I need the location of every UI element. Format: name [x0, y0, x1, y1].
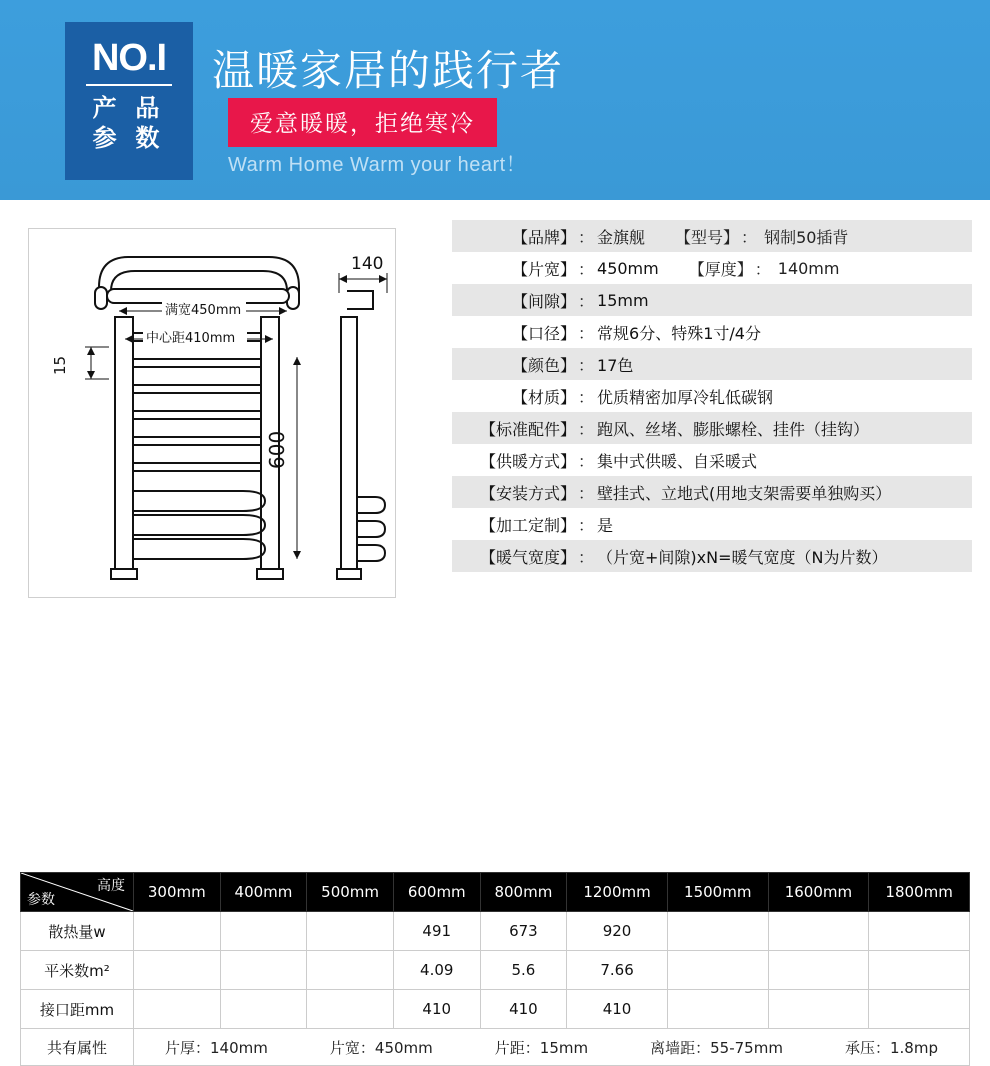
spec-colon: ： [754, 261, 771, 279]
table-cell: 410 [567, 990, 668, 1029]
spec-colon: ： [578, 389, 595, 407]
spec-row-width [452, 252, 972, 284]
table-cell: 5.6 [480, 951, 567, 990]
table-col-1500: 1500mm [667, 873, 768, 912]
spec-label-total-width: 【暖气宽度】 [479, 547, 576, 567]
table-row [21, 912, 970, 951]
table-cell [220, 912, 307, 951]
table-cell [134, 951, 221, 990]
common-thickness: 片厚：140mm [165, 1038, 268, 1057]
spec-label-thickness: 【厚度】 [688, 259, 753, 279]
spec-label-model: 【型号】 [675, 227, 740, 247]
spec-label-heating-mode: 【供暖方式】 [479, 451, 576, 471]
table-col-1600: 1600mm [768, 873, 869, 912]
spec-table-wrap [20, 872, 970, 1066]
spec-value-customization: 是 [597, 515, 614, 535]
spec-value-brand: 金旗舰 [597, 227, 646, 247]
no1-badge-line1: 产 品 [92, 95, 166, 122]
table-rowhead-heat-output: 散热量w [21, 912, 134, 951]
spec-label-customization: 【加工定制】 [479, 515, 576, 535]
spec-value-installation: 壁挂式、立地式(用地支架需要单独购买） [597, 483, 892, 503]
spec-list [452, 220, 972, 572]
banner-slogan-pill: 爱意暖暖，拒绝寒冷 [228, 98, 497, 147]
table-col-400: 400mm [220, 873, 307, 912]
table-cell [307, 990, 394, 1029]
table-cell [869, 951, 970, 990]
spec-row-installation [452, 476, 972, 508]
spec-colon: ： [578, 293, 595, 311]
drawing-full-width-label: 满宽450mm [165, 303, 242, 318]
table-col-800: 800mm [480, 873, 567, 912]
spec-row-heating-mode [452, 444, 972, 476]
table-cell [667, 951, 768, 990]
spec-row-gap [452, 284, 972, 316]
table-cell [667, 990, 768, 1029]
table-col-1800: 1800mm [869, 873, 970, 912]
table-cell [307, 951, 394, 990]
spec-value-color: 17色 [597, 355, 634, 375]
drawing-center-distance-label: 中心距410mm [146, 331, 236, 346]
spec-label-accessories: 【标准配件】 [479, 419, 576, 439]
spec-value-accessories: 跑风、丝堵、膨胀螺栓、挂件（挂钩） [597, 419, 870, 439]
table-cell [768, 951, 869, 990]
spec-row-color [452, 348, 972, 380]
table-col-1200: 1200mm [567, 873, 668, 912]
table-cell: 491 [393, 912, 480, 951]
spec-colon: ： [578, 357, 595, 375]
product-drawing [28, 228, 396, 598]
table-corner-header [21, 873, 134, 912]
spec-value-total-width: （片宽+间隙)xN=暖气宽度（N为片数） [597, 547, 888, 567]
table-cell: 410 [480, 990, 567, 1029]
spec-table-head [21, 873, 970, 912]
table-cell: 920 [567, 912, 668, 951]
product-drawing-svg [29, 229, 395, 597]
spec-row-material [452, 380, 972, 412]
spec-colon: ： [578, 229, 595, 247]
spec-table [20, 872, 970, 1066]
table-cell [869, 912, 970, 951]
header-banner [0, 0, 990, 200]
common-pressure: 承压：1.8mp [844, 1038, 938, 1057]
common-wall-distance: 离墙距：55-75mm [650, 1038, 783, 1057]
spec-colon: ： [741, 229, 758, 247]
table-header-row [21, 873, 970, 912]
common-pitch: 片距：15mm [494, 1038, 589, 1057]
table-cell [134, 912, 221, 951]
table-row [21, 951, 970, 990]
spec-row-accessories [452, 412, 972, 444]
drawing-depth-label: 140 [351, 254, 384, 274]
spec-row-caliber [452, 316, 972, 348]
spec-label-gap: 【间隙】 [511, 291, 576, 311]
spec-colon: ： [578, 517, 595, 535]
spec-colon: ： [578, 325, 595, 343]
table-col-500: 500mm [307, 873, 394, 912]
common-width: 片宽：450mm [329, 1038, 433, 1057]
table-corner-height-label: 高度 [97, 878, 125, 894]
table-cell [307, 912, 394, 951]
spec-value-gap: 15mm [597, 290, 649, 310]
table-cell [768, 990, 869, 1029]
spec-row-brand [452, 220, 972, 252]
table-row [21, 990, 970, 1029]
spec-table-body [21, 912, 970, 1066]
spec-row-customization [452, 508, 972, 540]
spec-label-brand: 【品牌】 [511, 227, 576, 247]
table-cell [667, 912, 768, 951]
spec-colon: ： [578, 549, 595, 567]
banner-english-slogan: Warm Home Warm your heart！ [228, 154, 527, 176]
table-cell [220, 951, 307, 990]
spec-value-heating-mode: 集中式供暖、自采暖式 [597, 451, 758, 471]
no1-badge-number: NO.I [91, 37, 167, 79]
table-col-300: 300mm [134, 873, 221, 912]
drawing-height-label: 600 [265, 430, 289, 469]
table-cell [220, 990, 307, 1029]
table-cell: 410 [393, 990, 480, 1029]
spec-label-installation: 【安装方式】 [479, 483, 576, 503]
table-cell: 7.66 [567, 951, 668, 990]
table-common-cells [134, 1029, 970, 1066]
spec-label-color: 【颜色】 [511, 355, 576, 375]
no1-badge [65, 22, 193, 180]
table-corner-param-label: 参数 [27, 892, 55, 908]
drawing-gap-label: 15 [51, 355, 69, 375]
spec-value-caliber: 常规6分、特殊1寸/4分 [597, 323, 761, 343]
spec-colon: ： [578, 421, 595, 439]
no1-badge-divider [86, 84, 172, 86]
no1-badge-line2: 参 数 [92, 125, 166, 152]
spec-label-material: 【材质】 [511, 387, 576, 407]
banner-title: 温暖家居的践行者 [212, 46, 565, 95]
table-rowhead-common: 共有属性 [21, 1029, 134, 1066]
table-rowhead-connection-distance: 接口距mm [21, 990, 134, 1029]
table-cell: 673 [480, 912, 567, 951]
table-col-600: 600mm [393, 873, 480, 912]
spec-value-thickness: 140mm [777, 258, 840, 278]
table-cell [134, 990, 221, 1029]
spec-colon: ： [578, 261, 595, 279]
spec-value-model: 钢制50插背 [764, 227, 849, 247]
spec-label-caliber: 【口径】 [511, 323, 576, 343]
spec-colon: ： [578, 485, 595, 503]
table-cell [869, 990, 970, 1029]
spec-label-width: 【片宽】 [511, 259, 576, 279]
table-cell: 4.09 [393, 951, 480, 990]
table-rowhead-area: 平米数m² [21, 951, 134, 990]
table-cell [768, 912, 869, 951]
spec-row-total-width [452, 540, 972, 572]
spec-colon: ： [578, 453, 595, 471]
spec-value-width: 450mm [597, 258, 659, 278]
table-common-row [21, 1029, 970, 1066]
spec-value-material: 优质精密加厚冷轧低碳钢 [597, 387, 774, 407]
